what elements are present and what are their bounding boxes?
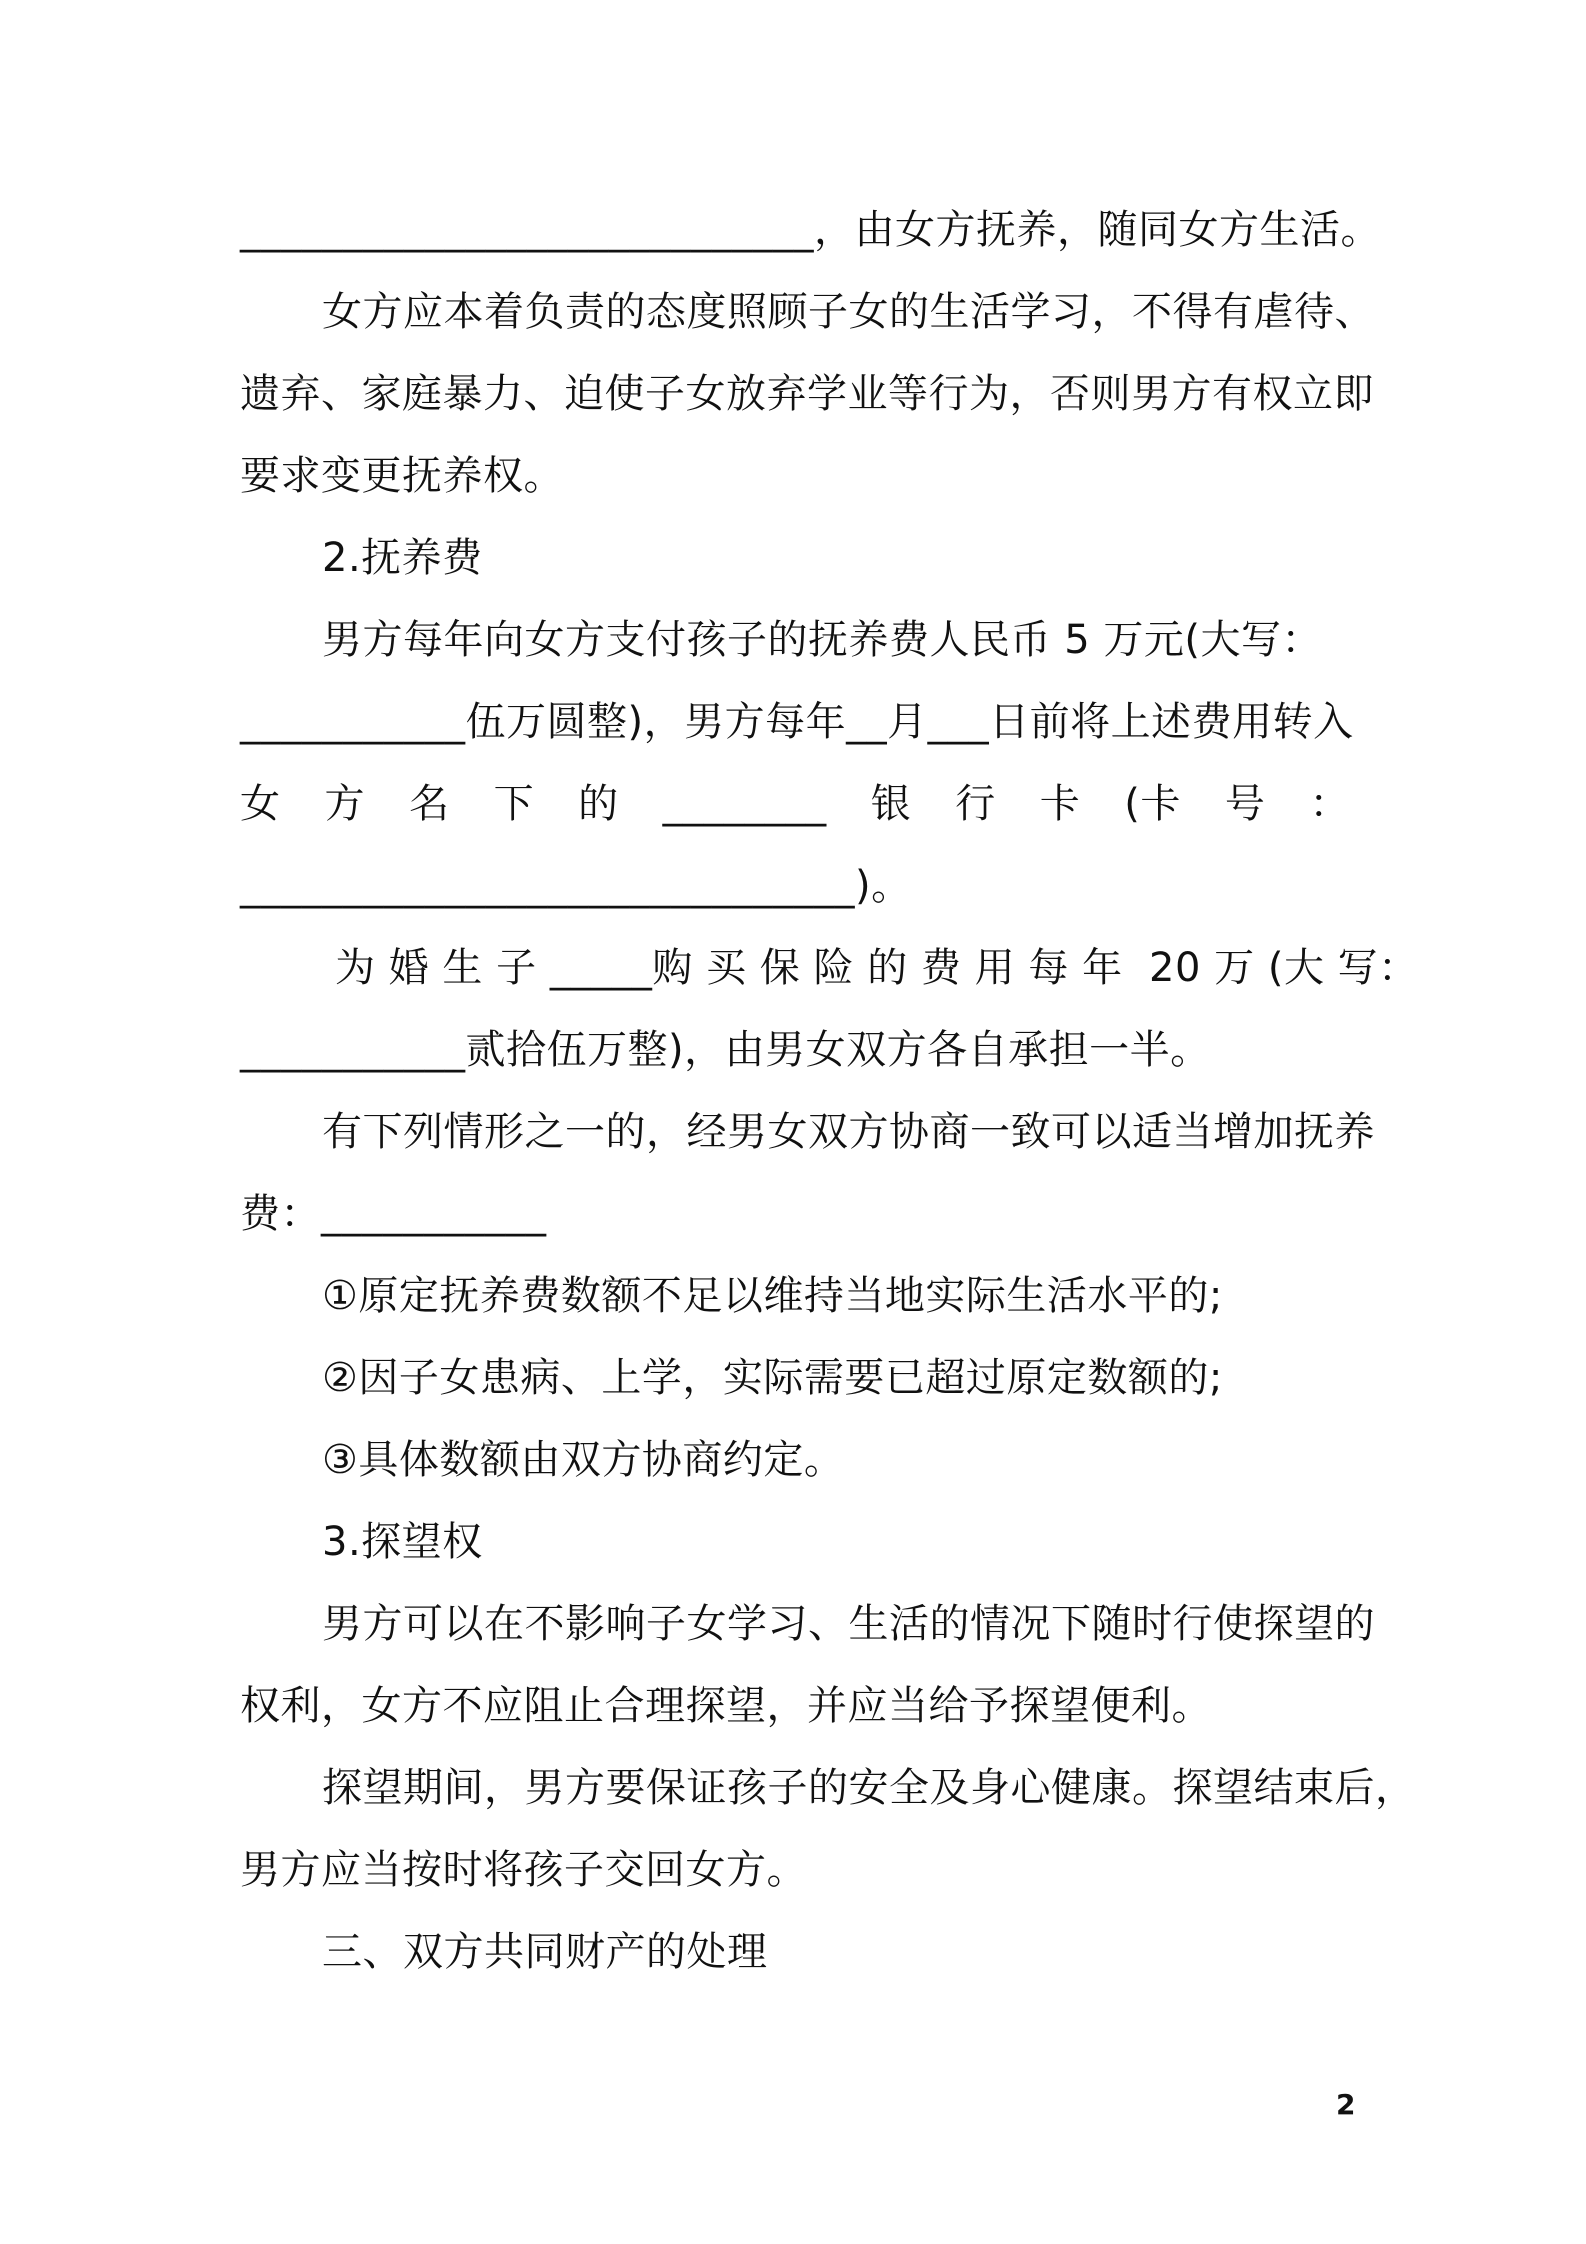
text-fragment: ________ bbox=[662, 781, 827, 827]
text-line: 遗弃、家庭暴力、迫使子女放弃学业等行为，否则男方有权立即 bbox=[240, 371, 1374, 417]
text-line: 费：___________ bbox=[240, 1191, 547, 1237]
section-heading: 3.探望权 bbox=[322, 1519, 483, 1565]
text-line: 权利，女方不应阻止合理探望，并应当给予探望便利。 bbox=[240, 1683, 1212, 1729]
text-line: ___________伍万圆整)，男方每年__月___日前将上述费用转入 bbox=[240, 699, 1354, 745]
text-fragment: 名 bbox=[409, 781, 450, 827]
text-fragment: 女 bbox=[240, 781, 281, 827]
text-fragment: ： bbox=[1309, 781, 1350, 827]
text-fragment: 方 bbox=[324, 781, 366, 827]
section-heading: 2.抚养费 bbox=[322, 535, 483, 581]
list-item: ③具体数额由双方协商约定。 bbox=[322, 1437, 845, 1483]
text-fragment: (卡 bbox=[1124, 781, 1181, 827]
page-number: 2 bbox=[1336, 2088, 1356, 2121]
paragraph-start: 为 婚 生 子 _____购 买 保 险 的 费 用 每 年 20 万 (大 写： bbox=[335, 945, 1419, 991]
section-heading: 三、双方共同财产的处理 bbox=[322, 1929, 768, 1975]
text-fragment: 银 bbox=[870, 781, 912, 827]
paragraph-start: 有下列情形之一的，经男女双方协商一致可以适当增加抚养 bbox=[322, 1109, 1375, 1155]
list-item: ②因子女患病、上学，实际需要已超过原定数额的; bbox=[322, 1355, 1223, 1401]
text-fragment: 卡 bbox=[1039, 781, 1081, 827]
paragraph-start: 男方可以在不影响子女学习、生活的情况下随时行使探望的 bbox=[322, 1601, 1375, 1647]
paragraph-start: 探望期间，男方要保证孩子的安全及身心健康。探望结束后， bbox=[322, 1765, 1416, 1811]
text-line: ____________________________，由女方抚养，随同女方生活。 bbox=[240, 207, 1381, 253]
text-line: ___________贰拾伍万整)，由男女双方各自承担一半。 bbox=[240, 1027, 1211, 1073]
text-fragment: 的 bbox=[578, 781, 619, 827]
text-fragment: 下 bbox=[493, 781, 535, 827]
paragraph-start: 男方每年向女方支付孩子的抚养费人民币 5 万元(大写： bbox=[322, 617, 1322, 663]
text-line: 男方应当按时将孩子交回女方。 bbox=[240, 1847, 807, 1893]
text-line: ______________________________)。 bbox=[240, 863, 912, 909]
paragraph-start: 女方应本着负责的态度照顾子女的生活学习，不得有虐待、 bbox=[322, 289, 1375, 335]
text-fragment: 号 bbox=[1224, 781, 1266, 827]
list-item: ①原定抚养费数额不足以维持当地实际生活水平的; bbox=[322, 1273, 1223, 1319]
text-line: 要求变更抚养权。 bbox=[240, 453, 564, 499]
text-fragment: 行 bbox=[955, 781, 996, 827]
justified-text-line bbox=[240, 776, 1350, 832]
